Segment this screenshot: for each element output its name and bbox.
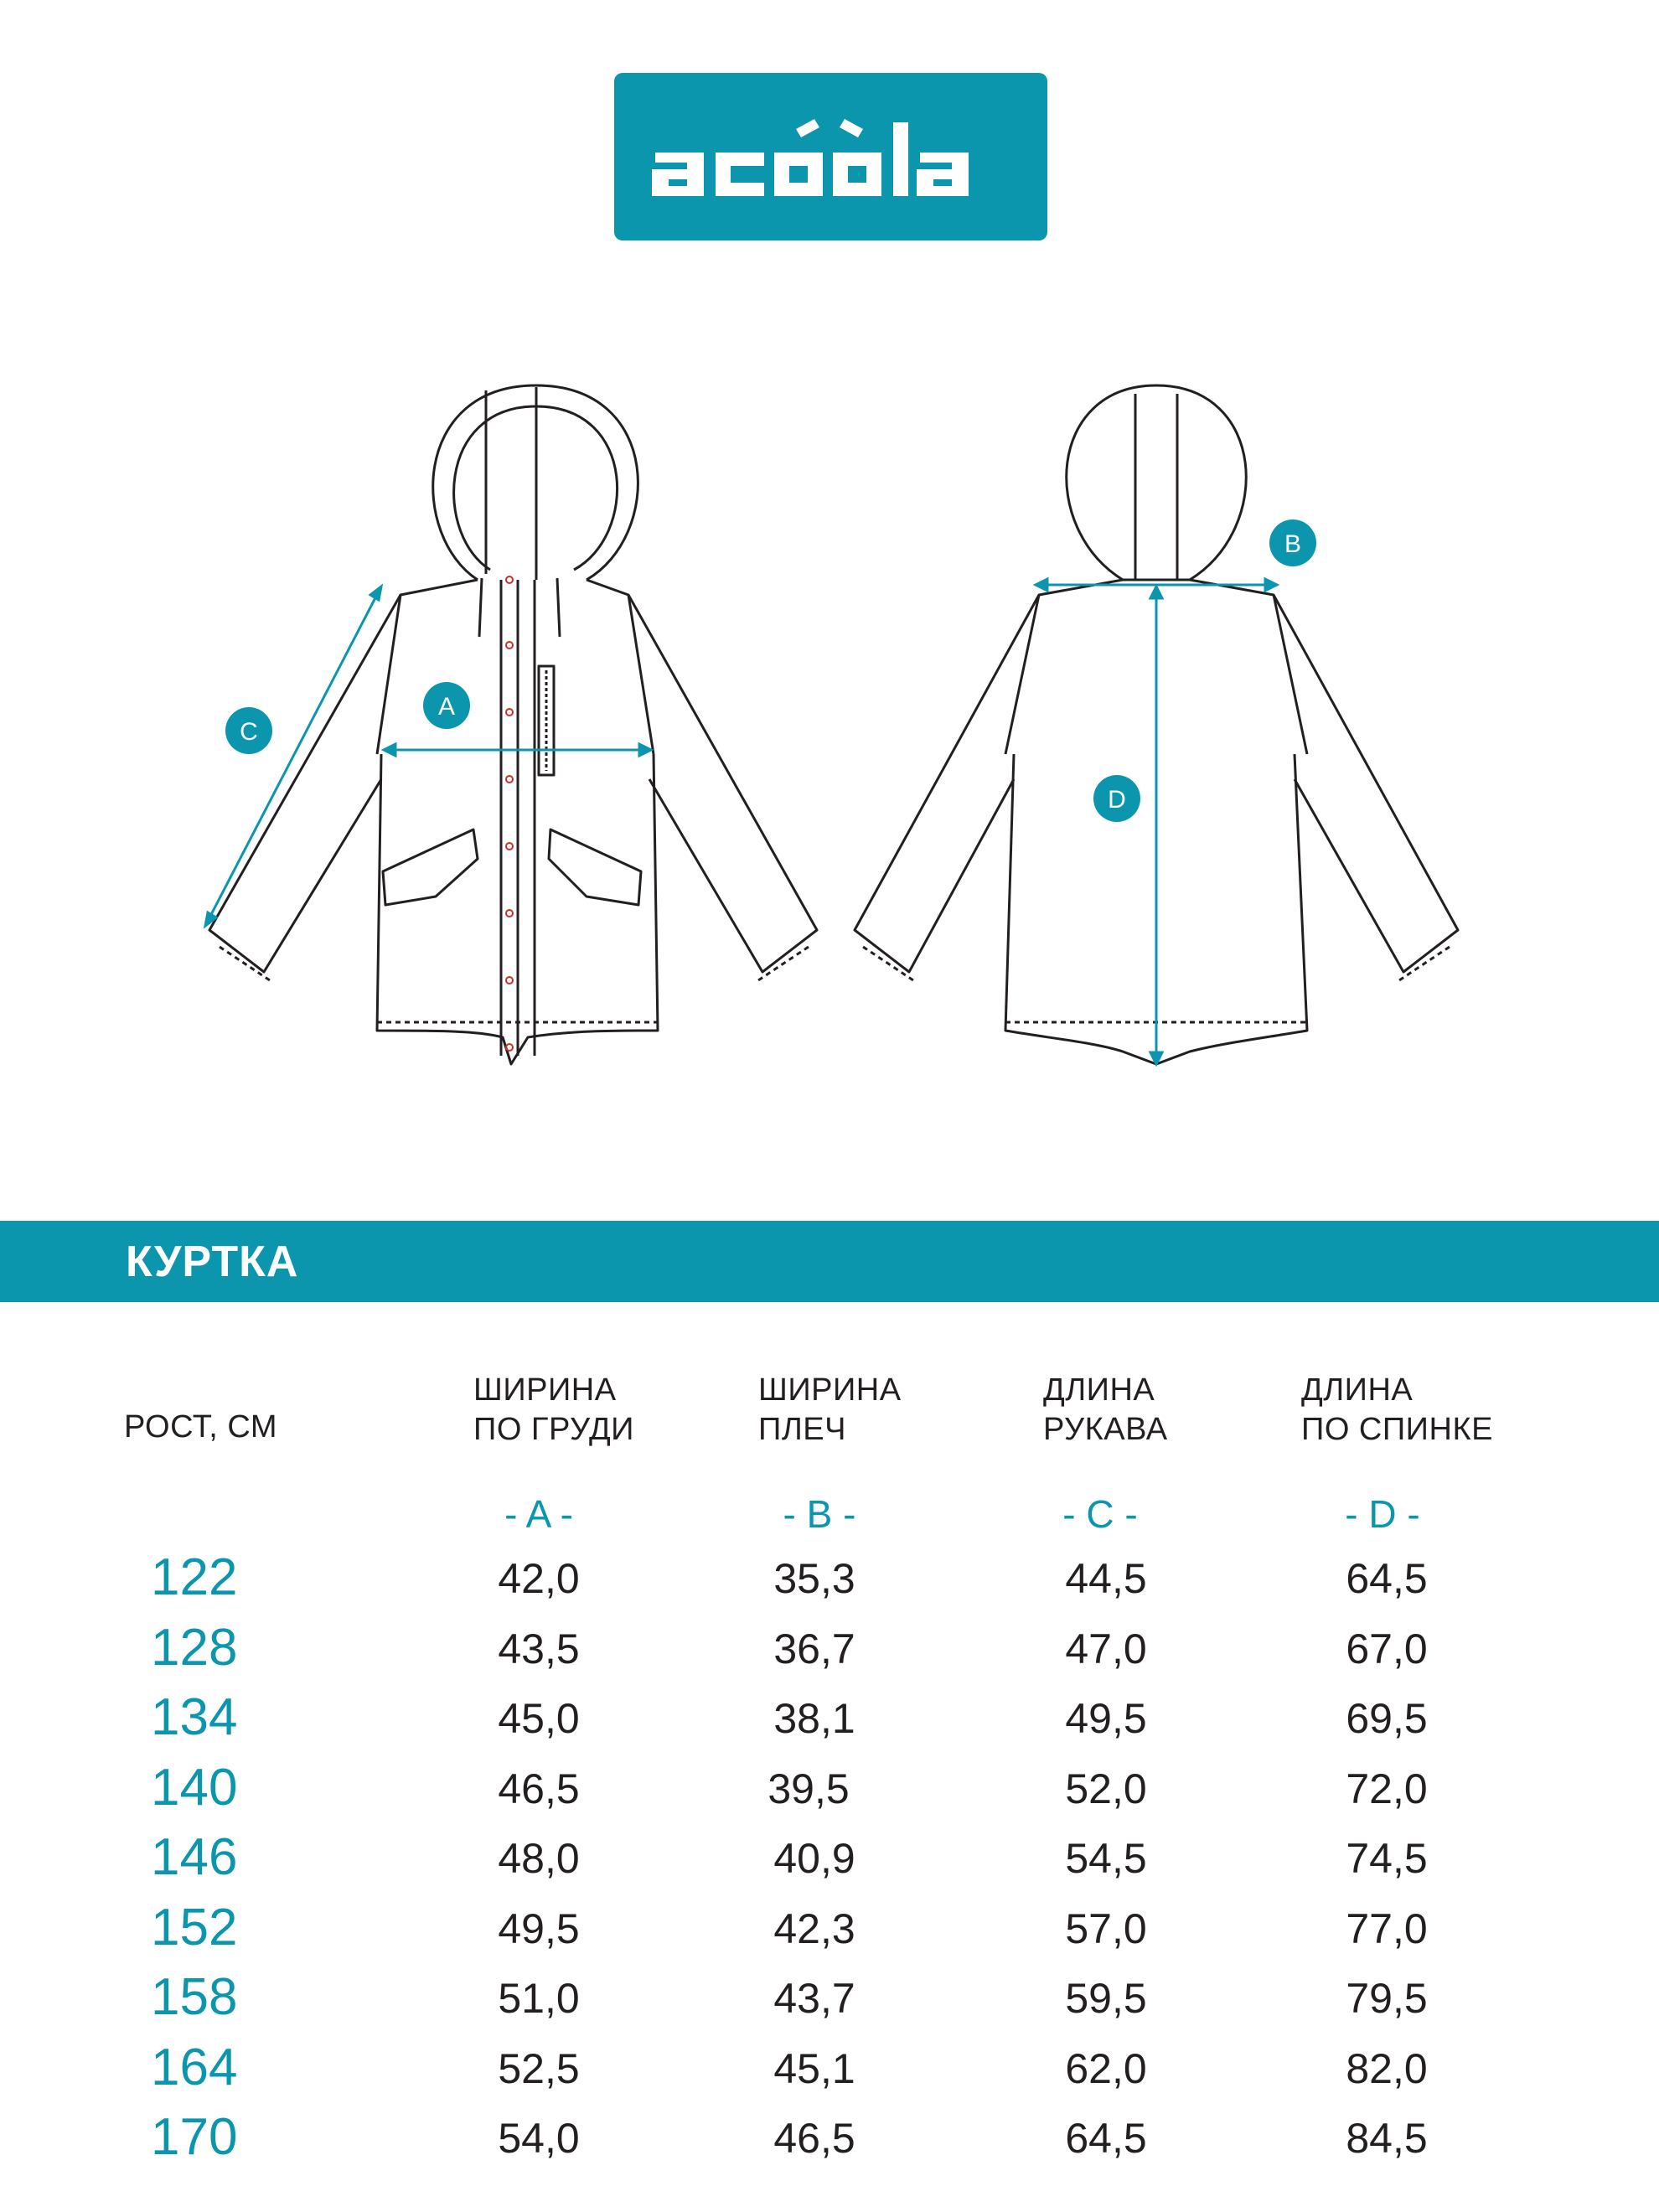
a-cell: 42,0 bbox=[498, 1555, 580, 1602]
a-cell: 43,5 bbox=[498, 1625, 580, 1672]
marker-d: D bbox=[1108, 786, 1126, 814]
height-cell: 158 bbox=[151, 1968, 238, 2026]
front-left-sleeve bbox=[209, 595, 401, 972]
header-height: РОСТ, СМ bbox=[124, 1409, 278, 1445]
header-d-line1: ДЛИНА bbox=[1301, 1372, 1414, 1408]
letter-a: - A - bbox=[504, 1492, 573, 1536]
back-hood bbox=[1067, 385, 1247, 580]
b-cell: 40,9 bbox=[773, 1835, 855, 1882]
height-cell: 128 bbox=[151, 1618, 238, 1677]
back-left-sleeve bbox=[855, 595, 1039, 972]
table-row bbox=[0, 2038, 1659, 2115]
table-row bbox=[0, 1618, 1659, 1695]
table-row bbox=[0, 1828, 1659, 1904]
header-c-line1: ДЛИНА bbox=[1043, 1372, 1155, 1408]
b-cell: 42,3 bbox=[773, 1904, 855, 1952]
header-b-line1: ШИРИНА bbox=[758, 1372, 902, 1408]
header-a-line1: ШИРИНА bbox=[473, 1372, 617, 1408]
table-row bbox=[0, 2108, 1659, 2184]
height-cell: 164 bbox=[151, 2038, 238, 2096]
b-cell: 39,5 bbox=[767, 1765, 850, 1812]
d-cell: 74,5 bbox=[1346, 1835, 1428, 1882]
c-cell: 49,5 bbox=[1065, 1695, 1147, 1742]
height-cell: 122 bbox=[151, 1548, 238, 1606]
a-cell: 46,5 bbox=[498, 1765, 580, 1812]
c-cell: 44,5 bbox=[1065, 1555, 1147, 1602]
b-cell: 38,1 bbox=[773, 1695, 855, 1742]
garment-diagram bbox=[0, 360, 1659, 1114]
a-cell: 45,0 bbox=[498, 1695, 580, 1742]
b-cell: 35,3 bbox=[773, 1555, 855, 1602]
height-cell: 146 bbox=[151, 1828, 238, 1886]
header-c bbox=[1043, 1371, 1168, 1450]
c-cell: 62,0 bbox=[1065, 2044, 1147, 2092]
c-cell: 54,5 bbox=[1065, 1835, 1147, 1882]
brand-logo bbox=[614, 73, 1047, 240]
height-cell: 140 bbox=[151, 1758, 238, 1817]
marker-a: A bbox=[437, 693, 456, 721]
c-cell: 52,0 bbox=[1065, 1765, 1147, 1812]
height-cell: 134 bbox=[151, 1688, 238, 1746]
a-cell: 52,5 bbox=[498, 2044, 580, 2092]
table-row bbox=[0, 1968, 1659, 2044]
height-cell: 170 bbox=[151, 2108, 238, 2166]
table-row bbox=[0, 1548, 1659, 1625]
header-a-line2: ПО ГРУДИ bbox=[473, 1412, 634, 1447]
table-row bbox=[0, 1898, 1659, 1975]
c-cell: 47,0 bbox=[1065, 1625, 1147, 1672]
front-view bbox=[209, 385, 817, 1064]
table-row bbox=[0, 1758, 1659, 1835]
c-cell: 59,5 bbox=[1065, 1975, 1147, 2022]
d-cell: 79,5 bbox=[1346, 1975, 1428, 2022]
b-cell: 43,7 bbox=[773, 1975, 855, 2022]
height-cell: 152 bbox=[151, 1898, 238, 1956]
section-title-bar bbox=[0, 1221, 1659, 1302]
d-cell: 69,5 bbox=[1346, 1695, 1428, 1742]
table-row bbox=[0, 1688, 1659, 1765]
c-cell: 64,5 bbox=[1065, 2115, 1147, 2162]
header-b-line2: ПЛЕЧ bbox=[758, 1412, 846, 1447]
header-d bbox=[1301, 1371, 1493, 1450]
header-b bbox=[758, 1371, 902, 1450]
d-cell: 64,5 bbox=[1346, 1555, 1428, 1602]
b-cell: 36,7 bbox=[773, 1625, 855, 1672]
acoola-logo-icon bbox=[647, 111, 1016, 203]
c-cell: 57,0 bbox=[1065, 1904, 1147, 1952]
header-a bbox=[473, 1371, 634, 1450]
d-cell: 84,5 bbox=[1346, 2115, 1428, 2162]
letter-c: - C - bbox=[1062, 1492, 1138, 1536]
header-d-line2: ПО СПИНКЕ bbox=[1301, 1412, 1493, 1447]
a-cell: 49,5 bbox=[498, 1904, 580, 1952]
header-c-line2: РУКАВА bbox=[1043, 1412, 1168, 1447]
a-cell: 54,0 bbox=[498, 2115, 580, 2162]
section-title: КУРТКА bbox=[126, 1237, 299, 1286]
d-cell: 67,0 bbox=[1346, 1625, 1428, 1672]
size-table bbox=[0, 1548, 1659, 2184]
marker-c: C bbox=[240, 718, 258, 746]
d-cell: 77,0 bbox=[1346, 1904, 1428, 1952]
d-cell: 82,0 bbox=[1346, 2044, 1428, 2092]
a-cell: 48,0 bbox=[498, 1835, 580, 1882]
b-cell: 45,1 bbox=[773, 2044, 855, 2092]
b-cell: 46,5 bbox=[773, 2115, 855, 2162]
a-cell: 51,0 bbox=[498, 1975, 580, 2022]
d-cell: 72,0 bbox=[1346, 1765, 1428, 1812]
letter-d: - D - bbox=[1345, 1492, 1420, 1536]
marker-b: B bbox=[1284, 530, 1302, 558]
letter-b: - B - bbox=[783, 1492, 856, 1536]
